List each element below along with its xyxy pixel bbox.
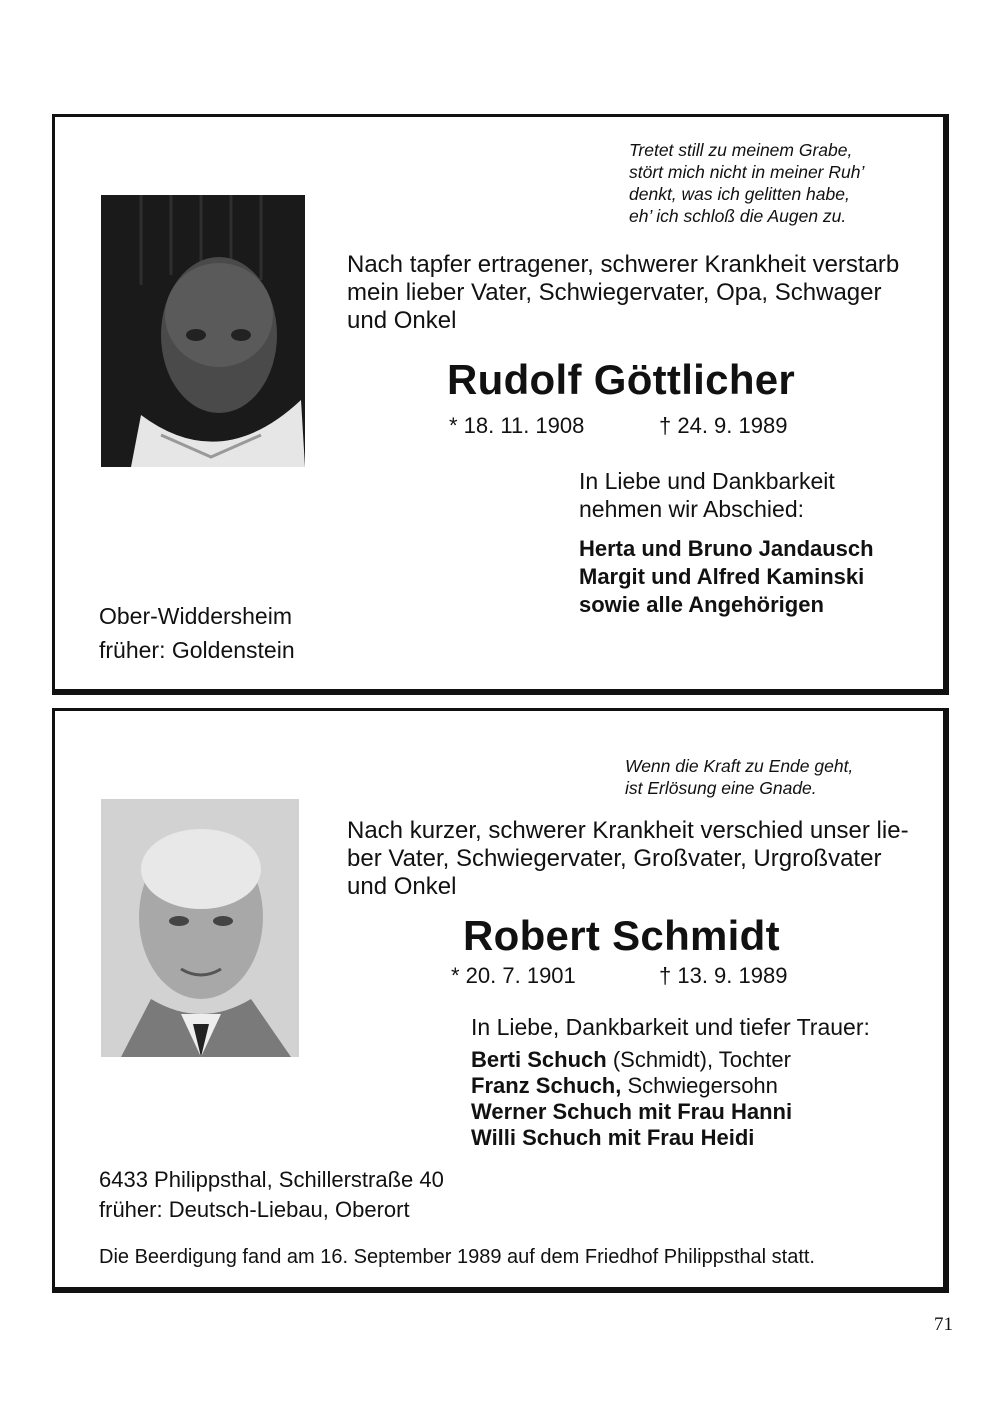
mourner-line (471, 1099, 792, 1125)
location-text (99, 1165, 444, 1225)
mourner-name: Werner Schuch mit Frau Hanni (471, 1099, 793, 1124)
portrait-photo-icon (101, 799, 299, 1057)
portrait-photo-icon (101, 195, 305, 467)
memorial-quote (625, 755, 853, 799)
intro-line: Nach tapfer ertragener, schwerer Krankheit verstarb (347, 251, 900, 278)
obituary-notice-1 (52, 114, 949, 695)
mourner-relation: (Schmidt), Tochter (606, 1047, 791, 1072)
mourner-name: Franz Schuch, (471, 1073, 622, 1098)
farewell-line: nehmen wir Abschied: (579, 496, 805, 522)
page-number: 71 (934, 1314, 953, 1335)
mourner-line: Margit und Alfred Kaminski (579, 564, 865, 589)
intro-line: und Onkel (347, 873, 457, 900)
intro-text (347, 817, 909, 901)
obituary-notice-2 (52, 708, 949, 1293)
mourners-list (471, 1047, 792, 1151)
location-line: Ober-Widdersheim (99, 603, 292, 629)
location-text (99, 599, 295, 667)
intro-line: und Onkel (347, 307, 457, 334)
birth-date: * 18. 11. 1908 (449, 413, 585, 438)
deceased-name: Robert Schmidt (463, 912, 780, 959)
death-date: † 24. 9. 1989 (659, 413, 788, 438)
quote-line: stört mich nicht in meiner Ruh’ (629, 162, 865, 182)
intro-line: ber Vater, Schwiegervater, Großvater, Urgroßvater (347, 845, 882, 872)
mourner-line (471, 1125, 792, 1151)
intro-line: Nach kurzer, schwerer Krankheit verschied unser lie- (347, 817, 909, 844)
mourners-list (579, 535, 874, 619)
quote-line: Tretet still zu meinem Grabe, (629, 140, 853, 160)
farewell-text: In Liebe, Dankbarkeit und tiefer Trauer: (471, 1014, 870, 1040)
memorial-quote (629, 139, 864, 227)
quote-line: Wenn die Kraft zu Ende geht, (625, 756, 854, 776)
mourner-relation: Schwiegersohn (621, 1073, 778, 1098)
mourner-line (471, 1073, 792, 1099)
farewell-line: In Liebe und Dankbarkeit (579, 468, 835, 494)
quote-line: denkt, was ich gelitten habe, (629, 184, 850, 204)
mourner-name: Berti Schuch (471, 1047, 607, 1072)
funeral-notice: Die Beerdigung fand am 16. September 1989 auf dem Friedhof Philippsthal statt. (99, 1246, 815, 1268)
deceased-name: Rudolf Göttlicher (447, 356, 796, 403)
quote-line: ist Erlösung eine Gnade. (625, 778, 817, 798)
location-line: früher: Deutsch-Liebau, Oberort (99, 1197, 410, 1222)
farewell-text (579, 467, 835, 523)
death-date: † 13. 9. 1989 (659, 963, 788, 988)
location-line: früher: Goldenstein (99, 637, 295, 663)
birth-date: * 20. 7. 1901 (451, 963, 576, 988)
portrait-photo-icon (101, 195, 305, 467)
intro-line: mein lieber Vater, Schwiegervater, Opa, Schwager (347, 279, 882, 306)
location-line: 6433 Philippsthal, Schillerstraße 40 (99, 1167, 444, 1192)
mourner-line (471, 1047, 792, 1073)
quote-line: eh’ ich schloß die Augen zu. (629, 206, 847, 226)
mourner-line: Herta und Bruno Jandausch (579, 536, 874, 561)
mourner-name: Willi Schuch mit Frau Heidi (471, 1125, 755, 1150)
portrait-photo-icon (101, 799, 299, 1057)
mourner-line: sowie alle Angehörigen (579, 592, 824, 617)
intro-text (347, 251, 899, 335)
